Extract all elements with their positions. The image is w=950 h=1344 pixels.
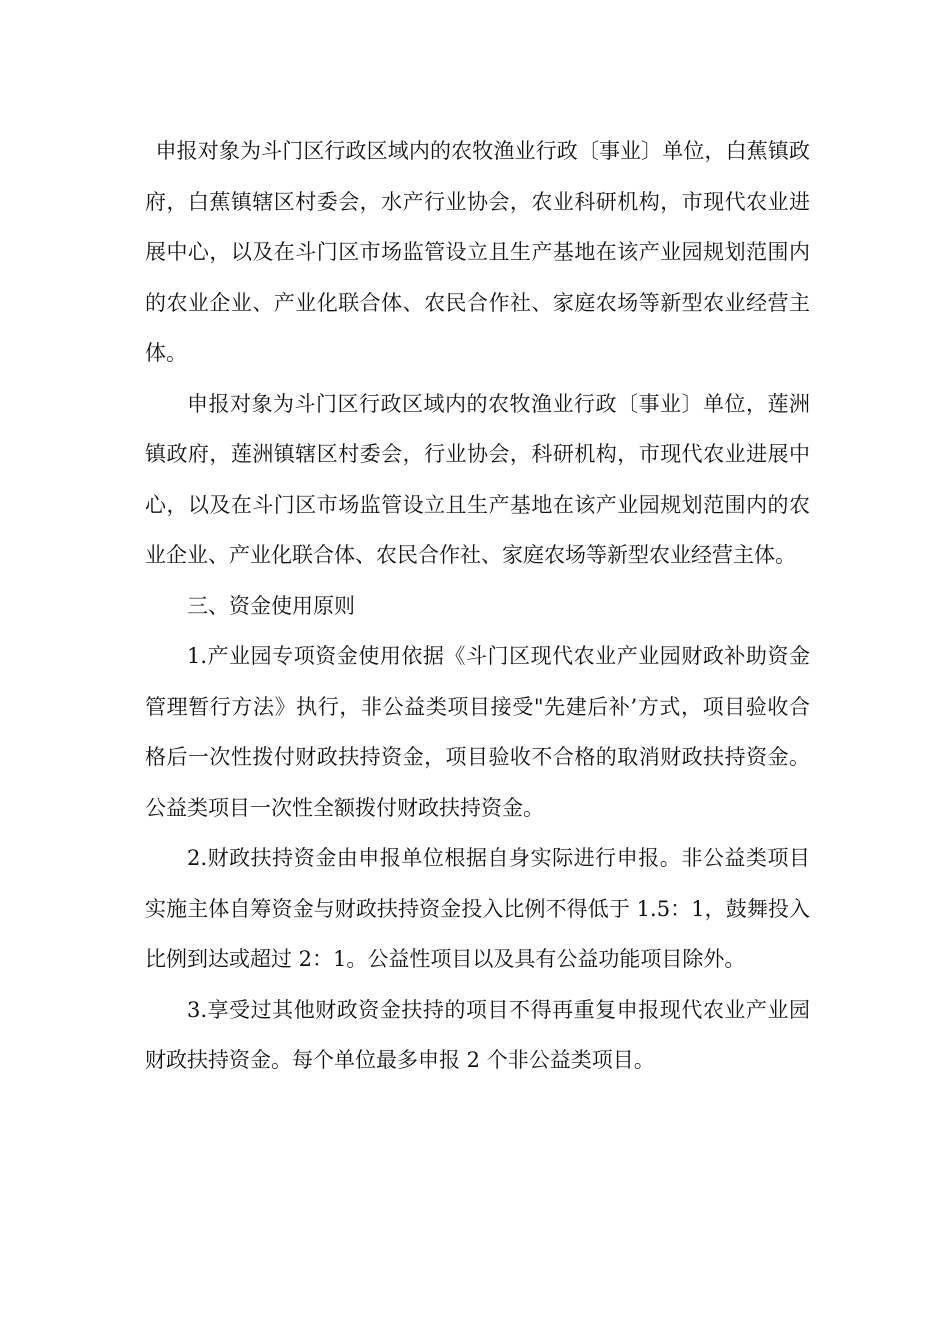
paragraph-applicants-baijiao: 申报对象为斗门区行政区域内的农牧渔业行政〔事业〕单位，白蕉镇政府，白蕉镇辖区村委会，水产行业协会，农业科研机构，市现代农业进展中心，以及在斗门区市场监管设立且生产基地在该产业园规划范围内的农业企业、产业化联合体、农民合作社、家庭农场等新型农业经营主体。 — [145, 139, 810, 365]
paragraph-principle-2: 2.财政扶持资金由申报单位根据自身实际进行申报。非公益类项目实施主体自筹资金与财政扶持资金投入比例不得低于 1.5：1，鼓舞投入比例到达或超过 2：1。公益性项目以及具有公益功能项目除外。 — [145, 846, 810, 971]
paragraph-principle-3: 3.享受过其他财政资金扶持的项目不得再重复申报现代农业产业园财政扶持资金。每个单位最多申报 2 个非公益类项目。 — [145, 997, 810, 1072]
section-heading-fund-principles: 三、资金使用原则 — [187, 593, 355, 618]
paragraph-applicants-lianzhou: 申报对象为斗门区行政区域内的农牧渔业行政〔事业〕单位，莲洲镇政府，莲洲镇辖区村委会，行业协会，科研机构，市现代农业进展中心，以及在斗门区市场监管设立且生产基地在该产业园规划范围内的农业企业、产业化联合体、农民合作社、家庭农场等新型农业经营主体。 — [145, 391, 810, 567]
paragraph-principle-1: 1.产业园专项资金使用依据《斗门区现代农业产业园财政补助资金管理暂行方法》执行，非公益类项目接受"先建后补’方式，项目验收合格后一次性拨付财政扶持资金，项目验收不合格的取消财政扶持资金。公益类项目一次性全额拨付财政扶持资金。 — [145, 644, 810, 820]
document-body — [145, 126, 810, 1086]
